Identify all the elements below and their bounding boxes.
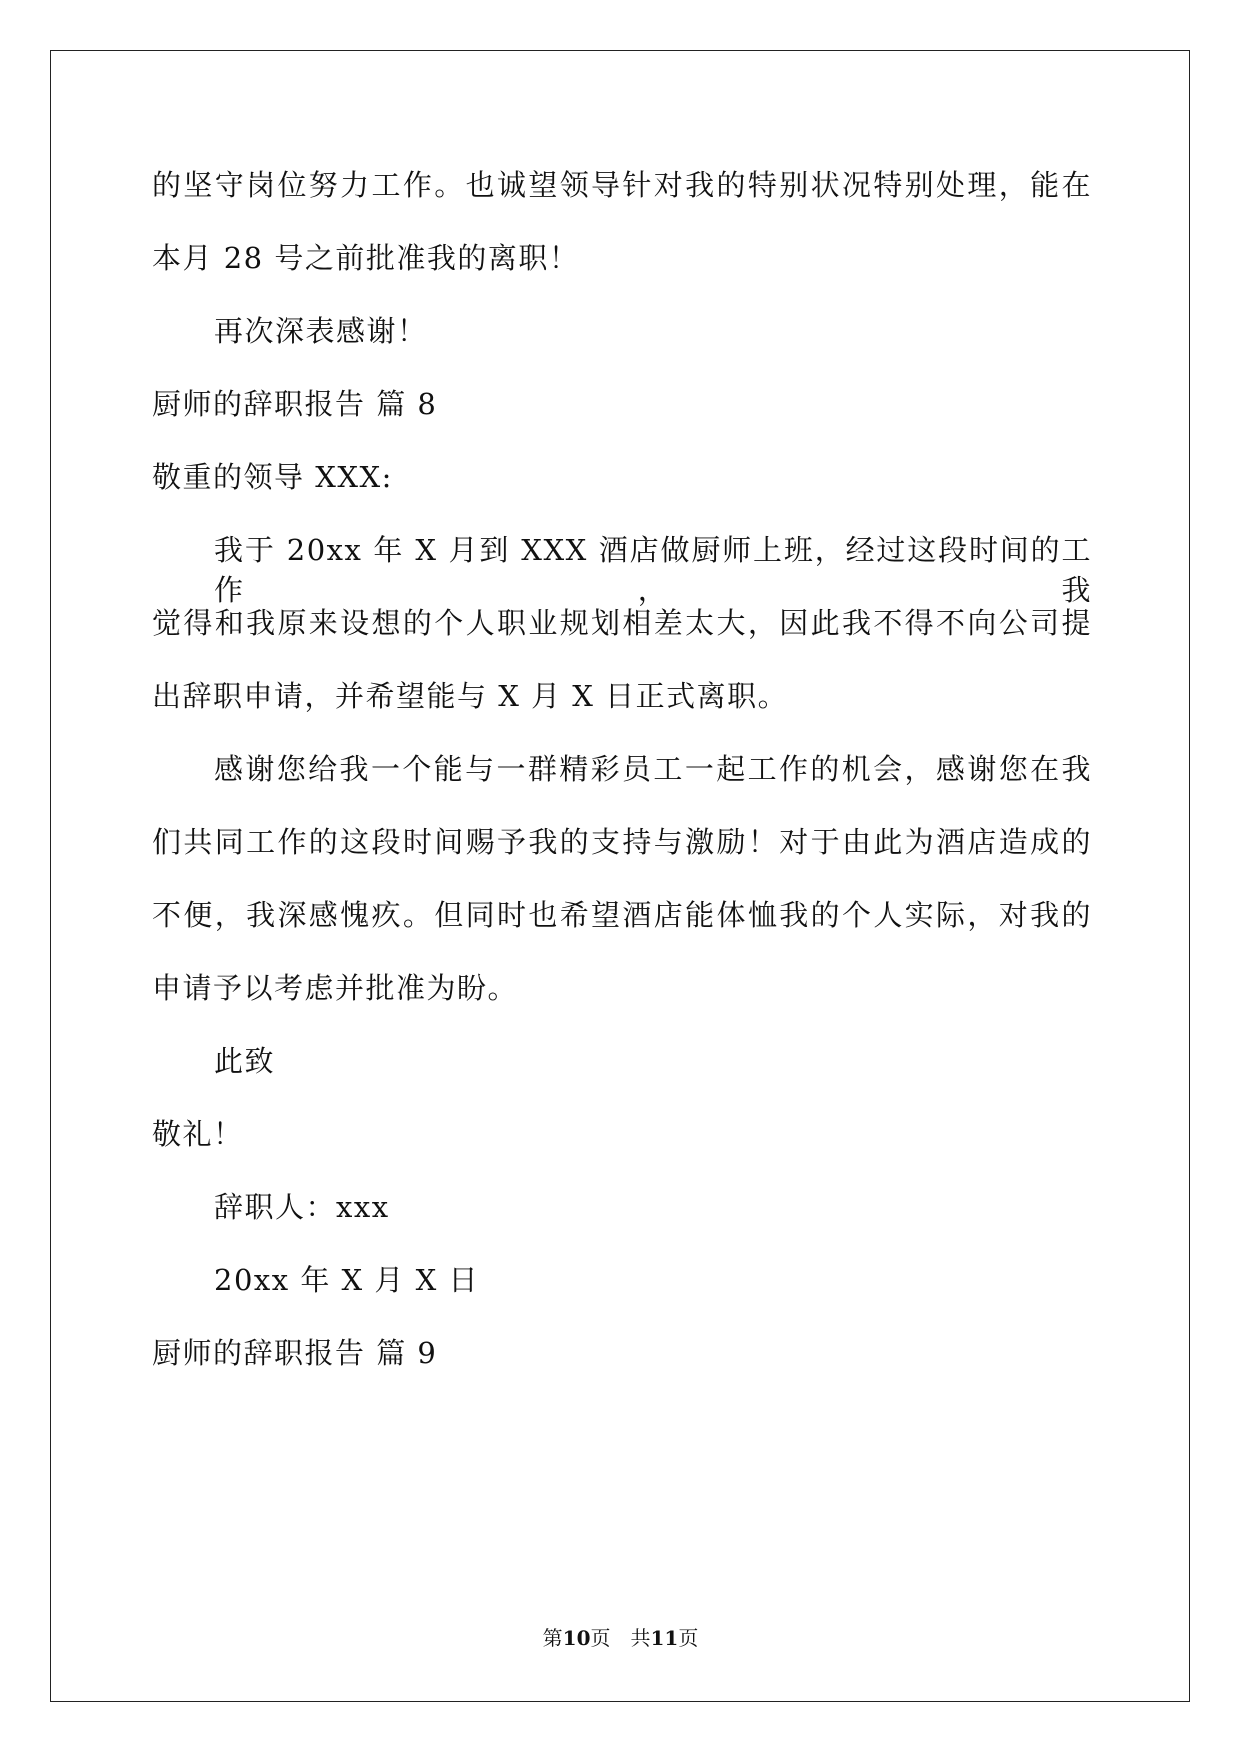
footer-suffix: 页: [678, 1626, 699, 1650]
footer-middle: 页 共: [590, 1626, 651, 1650]
page-footer: [0, 1625, 1241, 1651]
paragraph-line: 申请予以考虑并批准为盼。: [152, 971, 519, 1005]
page-border: [50, 50, 1190, 1702]
paragraph-line: 的坚守岗位努力工作。也诚望领导针对我的特别状况特别处理，能在: [152, 168, 1092, 202]
closing-thanks: 再次深表感谢！: [214, 314, 428, 348]
paragraph-line: 本月 28 号之前批准我的离职！: [152, 241, 580, 275]
total-page-number: 11: [650, 1626, 679, 1650]
paragraph-line: 不便，我深感愧疚。但同时也希望酒店能体恤我的个人实际，对我的: [152, 898, 1092, 932]
paragraph-line: 们共同工作的这段时间赐予我的支持与激励！对于由此为酒店造成的: [152, 825, 1092, 859]
closing-regards: 敬礼！: [152, 1117, 244, 1151]
paragraph-line: 我于 20xx 年 X 月到 XXX 酒店做厨师上班，经过这段时间的工作，我: [214, 533, 1092, 607]
salutation: 敬重的领导 XXX:: [152, 460, 393, 494]
section-heading: 厨师的辞职报告 篇 9: [152, 1336, 438, 1370]
paragraph-line: 觉得和我原来设想的个人职业规划相差太大，因此我不得不向公司提: [152, 606, 1092, 640]
current-page-number: 10: [562, 1626, 591, 1650]
paragraph-line: 出辞职申请，并希望能与 X 月 X 日正式离职。: [152, 679, 789, 713]
signature-name: 辞职人：xxx: [214, 1190, 390, 1224]
signature-date: 20xx 年 X 月 X 日: [214, 1263, 479, 1297]
footer-prefix: 第: [542, 1626, 563, 1650]
closing-salute: 此致: [214, 1044, 276, 1078]
paragraph-line: 感谢您给我一个能与一群精彩员工一起工作的机会，感谢您在我: [214, 752, 1092, 786]
section-heading: 厨师的辞职报告 篇 8: [152, 387, 438, 421]
